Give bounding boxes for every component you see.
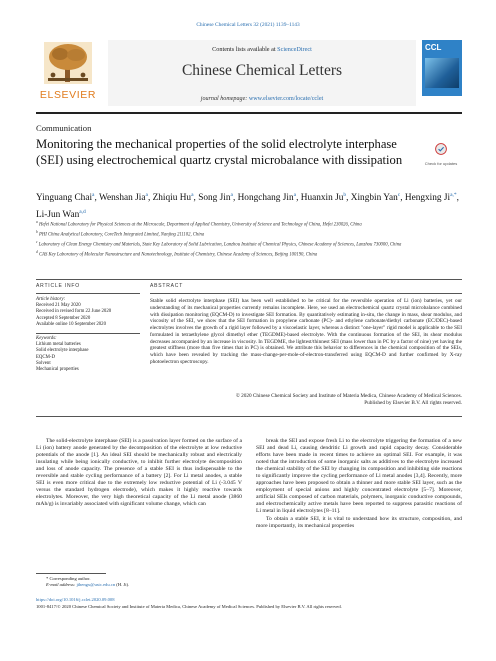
- author-separator: ,: [94, 193, 99, 204]
- article-info-heading: ARTICLE INFO: [36, 283, 80, 289]
- author-name[interactable]: Li-Jun Wan: [36, 209, 80, 220]
- history-item: Accepted 8 September 2020: [36, 315, 91, 321]
- author-affiliation-mark[interactable]: a: [145, 192, 148, 198]
- bottom-copyright: 1001-8417/© 2020 Chinese Chemical Society and Institute of Materia Medica, Chinese Academy of Medical Sciences. Published by Elsevier B.V. All rights reserved.: [36, 604, 342, 609]
- contents-prefix: Contents lists available at: [212, 46, 278, 53]
- abstract-copyright: [150, 393, 462, 407]
- keyword: Lithium metal batteries: [36, 342, 81, 348]
- author-separator: ,: [147, 193, 153, 204]
- sciencedirect-link[interactable]: ScienceDirect: [277, 46, 312, 53]
- affiliation: [36, 249, 462, 259]
- affiliation-text: Hefei National Laboratory for Physical Sciences at the Microscale, Department of Applied Chemistry, University of Science and Technology of China, Hefei 230026, China: [38, 222, 362, 228]
- affiliation-mark: a: [36, 220, 38, 224]
- abstract-heading: ABSTRACT: [150, 283, 184, 289]
- affiliation-mark: c: [36, 239, 38, 244]
- author-affiliation-mark[interactable]: a: [293, 192, 297, 198]
- contents-line: [108, 46, 416, 53]
- divider: [36, 333, 140, 334]
- author-list: [36, 189, 462, 222]
- author-separator: ,: [400, 193, 405, 204]
- history-item: Received in revised form 22 June 2020: [36, 309, 112, 315]
- copyright-line: © 2020 Chinese Chemical Society and Institute of Materia Medica, Chinese Academy of Medical Sciences.: [235, 393, 462, 399]
- author-separator: ,: [232, 193, 238, 204]
- author-affiliation-mark[interactable]: a: [191, 192, 194, 198]
- body-column-right: [256, 438, 462, 530]
- elsevier-tree-icon: [44, 42, 92, 84]
- author-name[interactable]: Wenshan Jia: [98, 193, 146, 204]
- header-divider: [36, 112, 462, 114]
- divider: [36, 279, 462, 280]
- author-name[interactable]: Xingbin Yan: [350, 193, 398, 204]
- article-history: [36, 297, 146, 328]
- author-name[interactable]: Hongchang Jin: [237, 193, 294, 204]
- journal-citation-line[interactable]: Chinese Chemical Letters 32 (2021) 1139–1143: [196, 22, 300, 28]
- divider: [36, 416, 462, 417]
- homepage-link[interactable]: www.elsevier.com/locate/cclet: [248, 96, 324, 102]
- author-name[interactable]: Huanxin Ju: [300, 193, 344, 204]
- journal-cover-image[interactable]: [422, 40, 462, 96]
- affiliation: [36, 219, 462, 229]
- elsevier-logo[interactable]: [36, 40, 100, 106]
- check-updates-icon: [435, 143, 447, 155]
- divider: [150, 293, 462, 294]
- body-column-left: [36, 438, 242, 508]
- footnote-rule: [36, 573, 106, 574]
- author-affiliation-mark[interactable]: a,d: [79, 208, 86, 215]
- keyword: Mechanical properties: [36, 367, 79, 373]
- author-separator: ,: [456, 193, 459, 204]
- affiliations: [36, 219, 462, 258]
- history-item: Received 21 May 2020: [36, 303, 81, 309]
- email-suffix: (H. Ji).: [115, 582, 130, 587]
- author-separator: ,: [193, 193, 199, 204]
- history-item: Available online 10 September 2020: [36, 321, 106, 327]
- keywords-heading: Keywords:: [36, 336, 57, 341]
- affiliation: [36, 229, 462, 239]
- author-name[interactable]: Zhiqiu Hu: [152, 193, 192, 204]
- author-name[interactable]: Yinguang Chai: [36, 193, 93, 204]
- doi-link[interactable]: https://doi.org/10.1016/j.cclet.2020.09.008: [36, 597, 115, 602]
- corresponding-author-note: * Corresponding author.: [46, 576, 91, 581]
- author-affiliation-mark[interactable]: a: [230, 192, 233, 198]
- history-heading: Article history:: [36, 297, 66, 302]
- keyword: Solid electrolyte interphase: [36, 348, 89, 354]
- abstract-text: Stable solid electrolyte interphase (SEI) has been well established to be critical for the reversible operation of Li (ion) batteries, yet our understanding of its mechanical properties currently remains incomplete. Here, we used an electrochemical quartz crystal microbalance combined with dissipation monitoring (EQCM-D) to investigate SEI formation. By quantitatively estimating in-situ, the change in mass, shear modulus, and viscosity of the SEI, we show that the SEI formation in propylene carbonate (PC)- and ethylene carbonate/diethyl carbonate (EC/DEC)-based electrolytes involves the growth of a rigid layer followed by a viscoelastic layer, whereas a distinct "one-layer" rigid model is applicable to the SEI formulated in tetraethylene glycol dimethyl ether (TEGDME)-based electrolyte. With the continuous formation of the SEI, its shear modulus decreases accompanied by an increase in viscosity. In TEGDME, the lightest/thinnest SEI (mass lower than in PC by a factor of nine) yet having the greatest stiffness (more than five times that in PC) is obtained. We attribute this behavior to differences in the chemical composition of the SEIs, which have been revealed by tracking the mass-change-per-mole-of-electron-transferred using EQCM-D and further confirmed by X-ray photoelectron spectroscopy.: [150, 298, 462, 365]
- keyword: EQCM-D: [36, 354, 55, 360]
- author-affiliation-mark[interactable]: a: [92, 192, 95, 198]
- author-affiliation-mark[interactable]: b: [343, 192, 347, 198]
- affiliation-text: Laboratory of Clean Energy Chemistry and Materials, State Key Laboratory of Solid Lubrication, Lanzhou Institute of Chemical Physics, Chinese Academy of Sciences, Lanzhou 730000, China: [38, 242, 402, 248]
- author-separator: ,: [296, 193, 301, 204]
- body-paragraph: The solid-electrolyte interphase (SEI) is a passivation layer formed on the surface of a Li (ion) battery anode generated by the decomposition of the electrolyte at low reductive potentials of the anode [1]. An ideal SEI should be mechanically robust and electrically insulating while being ionically conductive, to inhibit further electrolyte decomposition and loss of anode capacity. The presence of a stable SEI is thus indispensable to the reversible and stable cycling performance of a battery [2]. For Li metal anodes, a stable SEI is even more critical due to the extremely low reductive potential of Li (-3.045 V versus the standard hydrogen electrode), which makes it highly reactive towards electrolytes. Moreover, the very high theoretical capacity of the Li metal anode (3860 mAh/g) is invariably associated with significant volume change, which can: [36, 438, 242, 508]
- author-affiliation-mark[interactable]: c: [397, 192, 401, 198]
- email-link[interactable]: jihengx@ustc.edu.cn: [76, 582, 116, 587]
- copyright-line: Published by Elsevier B.V. All rights reserved.: [364, 399, 462, 406]
- author-separator: ,: [346, 193, 351, 204]
- body-paragraph: To obtain a stable SEI, it is vital to understand how its structure, composition, and more importantly, its mechanical properties: [256, 515, 462, 529]
- section-label: Communication: [36, 123, 92, 133]
- footnote: [36, 576, 242, 588]
- body-paragraph: break the SEI and expose fresh Li to the electrolyte triggering the formation of a new SEI and dead Li, causing dendritic Li growth and rapid capacity decay. Considerable efforts have been made in recent times to achieve an optimal SEI. For example, it was noted that the introduction of some inorganic salts as additives to the electrolyte increased the chemical stability of the SEI by changing its composition and inhibiting side reactions to significantly improve the cycling performance of Li metal anodes [3,4]. Recently, more approaches have been proposed to obtain a thinner and more stable SEI layer, such as the employment of special anions and highly concentrated electrolyte [5–7]. Moreover, artificial SEIs composed of carbon materials, polymers, inorganic conductive compounds, and electrochemically active metals have been reported to suppress parasitic reactions of Li metal in liquid electrolytes [8–11].: [256, 438, 462, 515]
- divider: [36, 293, 140, 294]
- affiliation-mark: b: [36, 229, 38, 234]
- journal-title: Chinese Chemical Letters: [181, 62, 343, 79]
- author-name[interactable]: Song Jin: [198, 193, 231, 204]
- author-affiliation-mark[interactable]: a,*: [450, 192, 457, 198]
- article-title: Monitoring the mechanical properties of the solid electrolyte interphase (SEI) using electrochemical quartz crystal microbalance with dissipation: [36, 137, 403, 167]
- keyword: Solvent: [36, 360, 51, 366]
- cover-artwork: [425, 58, 459, 88]
- affiliation: [36, 239, 462, 249]
- email-line: [36, 582, 242, 588]
- cover-title: CCL: [425, 43, 442, 52]
- abstract-body: [150, 298, 462, 366]
- check-updates-label: Check for updates: [424, 161, 458, 166]
- email-label: E-mail address:: [46, 582, 77, 587]
- keywords: [36, 336, 146, 373]
- author-name[interactable]: Hengxing Ji: [404, 193, 451, 204]
- elsevier-wordmark: ELSEVIER: [39, 89, 97, 101]
- check-for-updates-badge[interactable]: [420, 142, 462, 164]
- affiliation-text: PHI China Analytical Laboratory, CoreTech Integrated Limited, Nanjing 211102, China: [38, 232, 205, 238]
- journal-homepage-line: [108, 96, 416, 102]
- affiliation-mark: d: [36, 249, 38, 254]
- affiliation-text: CAS Key Laboratory of Molecular Nanostructure and Nanotechnology, Institute of Chemistry, Chinese Academy of Sciences, Beijing 100190, China: [38, 252, 318, 258]
- homepage-prefix: journal homepage:: [200, 96, 249, 102]
